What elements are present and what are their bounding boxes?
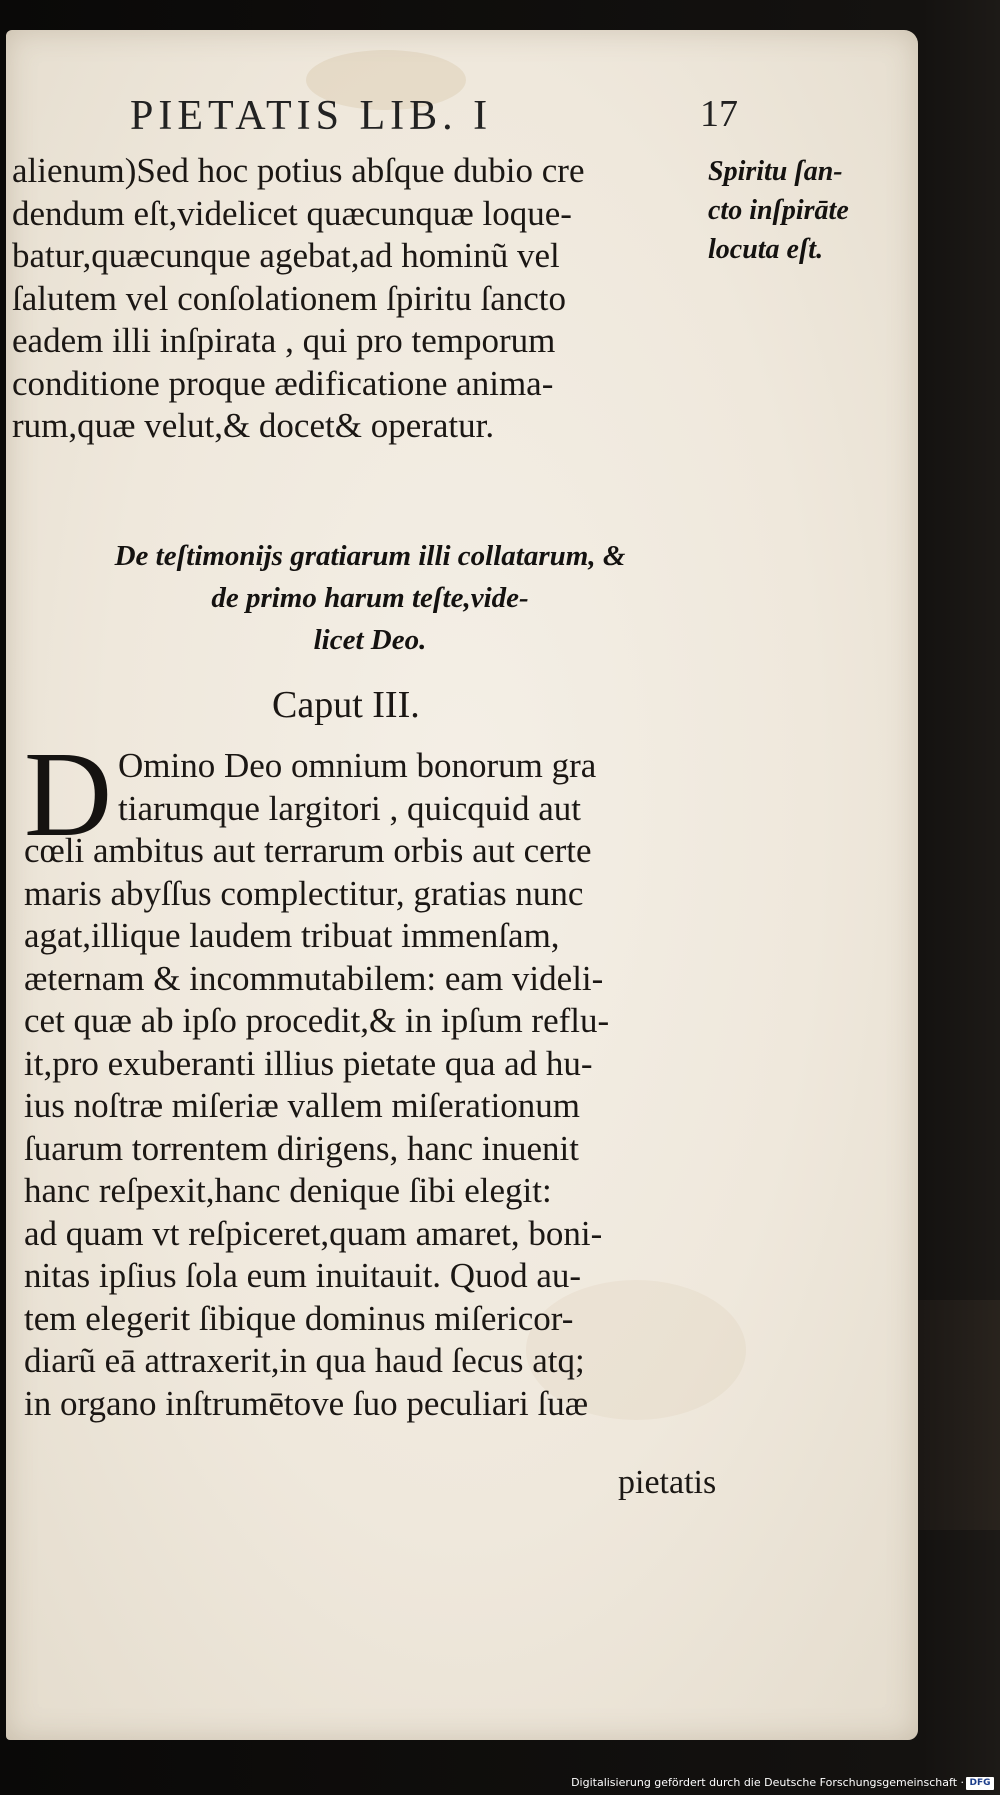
text-line: diarũ eā attraxerit,in qua haud ſecus atq; — [24, 1341, 585, 1380]
chapter-summary — [30, 535, 710, 661]
drop-cap-initial: D — [24, 727, 113, 862]
text-line: hanc reſpexit,hanc denique ſibi elegit: — [24, 1171, 552, 1210]
text-line: it,pro exuberanti illius pietate qua ad hu- — [24, 1043, 593, 1083]
text-line: ſalutem vel conſolationem ſpiritu ſancto — [12, 278, 567, 318]
marginal-note-line: Spiritu ſan- — [708, 156, 843, 187]
running-head: PIETATIS LIB. I — [130, 93, 493, 139]
marginal-note-line: cto inſpirāte — [708, 195, 849, 226]
chapter-heading: Caput III. — [272, 684, 420, 726]
text-line: rum,quæ velut,& docet& operatur. — [12, 406, 495, 445]
text-line: dendum eſt,videlicet quæcunquæ loque- — [12, 193, 572, 233]
text-line: ſuarum torrentem dirigens, hanc inuenit — [24, 1128, 579, 1168]
summary-line: De teſtimonijs gratiarum illi collatarum, & — [114, 540, 626, 572]
chapter-text — [24, 727, 724, 1425]
intro-paragraph — [12, 150, 712, 448]
text-line: agat,illique laudem tribuat immenſam, — [24, 916, 560, 955]
text-line: ius noſtræ miſeriæ vallem miſerationum — [24, 1086, 581, 1125]
marginal-note — [708, 152, 908, 269]
text-line: in organo inſtrumētove ſuo peculiari ſuæ — [24, 1383, 589, 1423]
page-number: 17 — [700, 93, 738, 135]
text-line: eadem illi inſpirata , qui pro temporum — [12, 321, 556, 360]
catchword: pietatis — [618, 1464, 717, 1501]
text-line: alienum)Sed hoc potius abſque dubio cre — [12, 151, 585, 190]
adjacent-page-edge — [915, 1300, 1000, 1530]
text-line: cœli ambitus aut terrarum orbis aut certe — [24, 831, 592, 870]
text-line: tem elegerit ſibique dominus miſericor- — [24, 1298, 574, 1338]
text-line: tiarumque largitori , quicquid aut — [118, 788, 581, 828]
text-line: Omino Deo omnium bonorum gra — [118, 746, 597, 785]
summary-line: de primo harum teſte,vide- — [211, 582, 529, 614]
text-line: maris abyſſus complectitur, gratias nunc — [24, 873, 584, 913]
text-line: æternam & incommutabilem: eam videli- — [24, 958, 604, 998]
text-line: batur,quæcunque agebat,ad hominũ vel — [12, 236, 560, 275]
text-line: ad quam vt reſpiceret,quam amaret, boni- — [24, 1213, 603, 1253]
digitization-credit: Digitalisierung gefördert durch die Deutsche Forschungsgemeinschaft · — [571, 1776, 964, 1789]
summary-line: licet Deo. — [313, 624, 427, 656]
text-line: nitas ipſius ſola eum inuitauit. Quod au- — [24, 1256, 582, 1295]
text-line: conditione proque ædificatione anima- — [12, 363, 554, 403]
text-line: cet quæ ab ipſo procedit,& in ipſum reflu- — [24, 1001, 610, 1040]
marginal-note-line: locuta eſt. — [708, 234, 824, 265]
dfg-logo: DFG — [966, 1777, 994, 1790]
